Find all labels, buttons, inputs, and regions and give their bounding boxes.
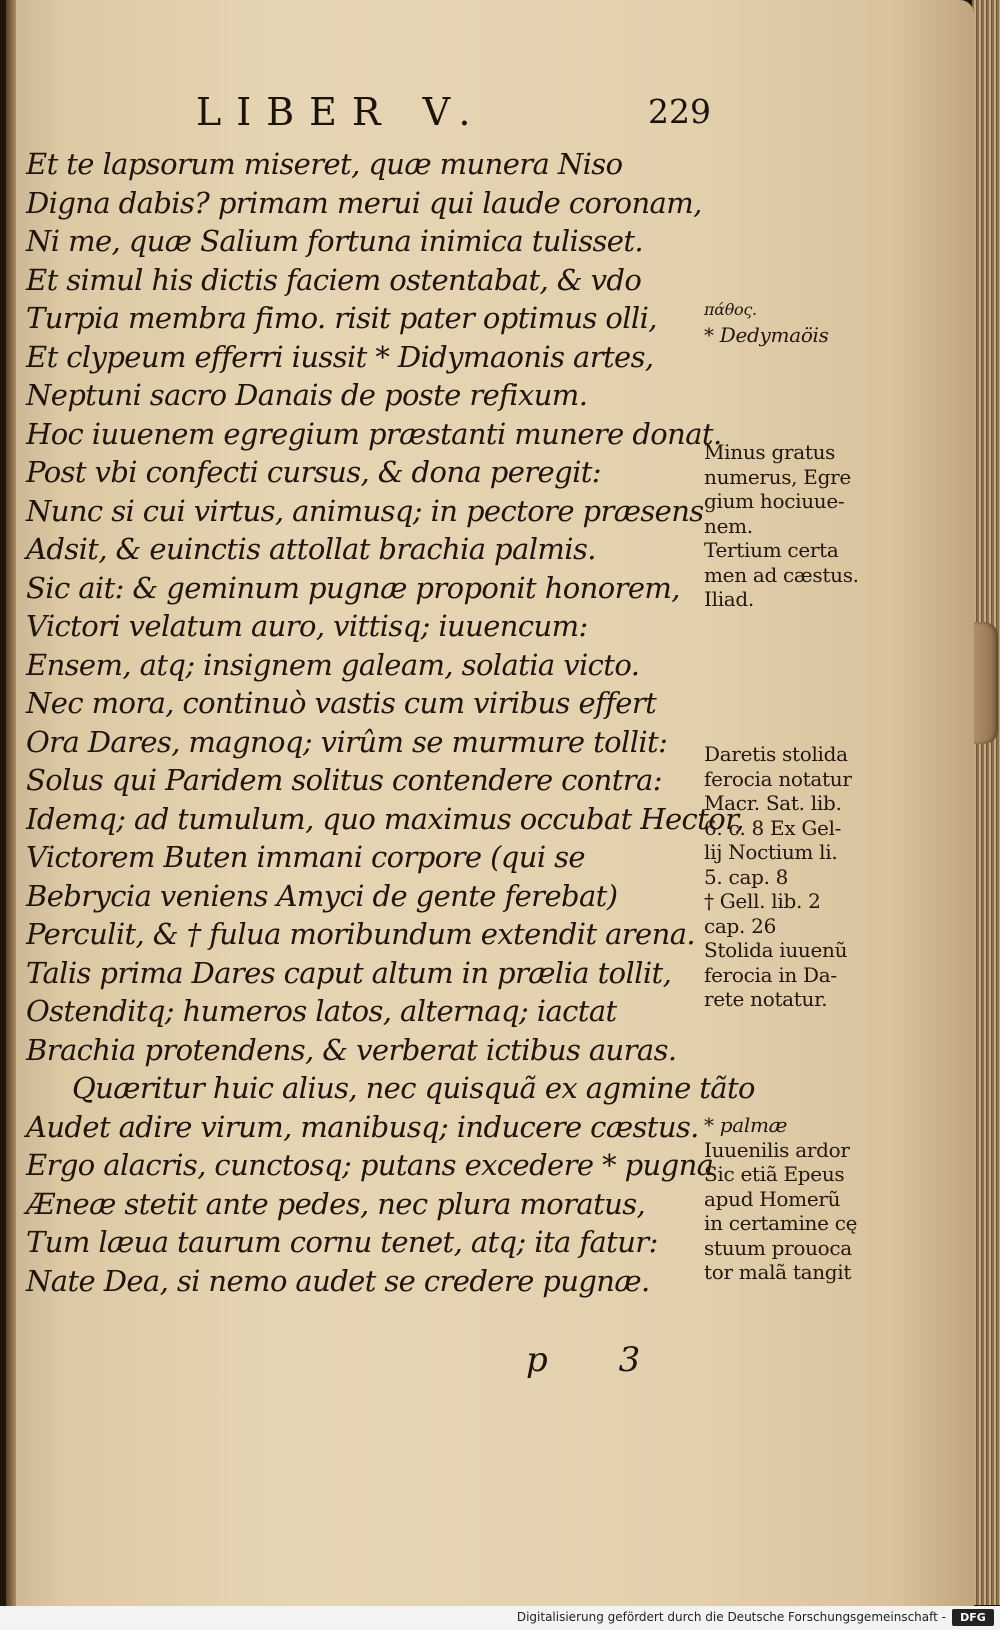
verse-line: Turpia membra fimo. risit pater optimus olli,: [26, 301, 657, 335]
verse-line: Neptuni sacro Danais de poste refixum.: [26, 378, 588, 412]
dfg-logo-icon: DFG: [952, 1609, 994, 1626]
note-line: Minus gratus: [704, 440, 836, 464]
page-header: [6, 90, 966, 140]
note-line: 6. c. 8 Ex Gel-: [704, 815, 842, 840]
note-line: 5. cap. 8: [704, 864, 789, 889]
book-page: [6, 0, 974, 1622]
note-line: * Dedymaöis: [704, 322, 829, 347]
page-number: 229: [648, 92, 711, 131]
verse-line: Nate Dea, si nemo audet se credere pugnæ.: [26, 1263, 650, 1298]
note-line: stuum prouoca: [704, 1235, 852, 1260]
verse-line: Et clypeum efferri iussit * Didymaonis artes,: [26, 339, 654, 374]
verse-line: Audet adire virum, manibusq; inducere cæstus.: [26, 1109, 699, 1144]
note-line: Stolida iuuenũ: [704, 938, 848, 962]
verse-line: Idemq; ad tumulum, quo maximus occubat Hector,: [26, 801, 744, 836]
verse-line: Solus qui Paridem solitus contendere contra:: [26, 763, 662, 797]
note-line: Tertium certa: [704, 538, 839, 562]
verse-line: Ni me, quæ Salium fortuna inimica tulisset.: [26, 224, 643, 258]
note-line: men ad cæstus.: [704, 562, 859, 587]
verse-line: Nec mora, continuò vastis cum viribus effert: [26, 686, 657, 720]
credit-text: Digitalisierung gefördert durch die Deutsche Forschungsgemeinschaft -: [516, 1610, 946, 1624]
note-line: apud Homerũ: [704, 1186, 841, 1211]
note-line: † Gell. lib. 2: [704, 889, 821, 913]
verse-line: Nunc si cui virtus, animusq; in pectore præsens: [26, 493, 704, 528]
verse-line: Ora Dares, magnoq; virûm se murmure tollit:: [26, 724, 668, 759]
note-line: Macr. Sat. lib.: [704, 791, 842, 815]
note-line: Iuuenilis ardor: [704, 1137, 850, 1162]
verse-line: Ostenditq; humeros latos, alternaq; iactat: [26, 994, 617, 1028]
note-line: Daretis stolida: [704, 742, 848, 766]
verse-line: Quæritur huic alius, nec quisquã ex agmine tãto: [72, 1071, 755, 1105]
note-line: πάθος.: [704, 300, 757, 319]
note-line: in certamine cę: [704, 1211, 858, 1235]
note-line: rete notatur.: [704, 987, 828, 1011]
signature-mark: p 3: [526, 1340, 671, 1380]
margin-note: [704, 1113, 864, 1285]
note-line: numerus, Egre: [704, 464, 851, 489]
note-line: nem.: [704, 513, 753, 538]
verse-line: Adsit, & euinctis attollat brachia palmis.: [26, 532, 596, 566]
verse-line: Et te lapsorum miseret, quæ munera Niso: [26, 147, 623, 181]
verse-line: Et simul his dictis faciem ostentabat, & vdo: [26, 262, 642, 297]
margin-note: [704, 742, 864, 1012]
book-page-edges: [972, 0, 1000, 1605]
verse-line: Victori velatum auro, vittisq; iuuencum:: [26, 609, 588, 643]
verse-line: Victorem Buten immani corpore (qui se: [26, 840, 585, 874]
note-line: Sic etiã Epeus: [704, 1162, 845, 1186]
note-line: cap. 26: [704, 913, 776, 938]
verse-line: Brachia protendens, & verberat ictibus auras.: [26, 1032, 677, 1067]
note-line: ferocia in Da-: [704, 962, 837, 987]
verse-line: Hoc iuuenem egregium præstanti munere donat.: [26, 416, 722, 451]
verse-line: Tum læua taurum cornu tenet, atq; ita fatur:: [26, 1225, 658, 1259]
note-line: gium hociuue-: [704, 489, 845, 513]
note-line: lij Noctium li.: [704, 840, 838, 864]
note-line: ferocia notatur: [704, 766, 852, 791]
running-head: LIBER V.: [196, 90, 486, 134]
verse-line: Ergo alacris, cunctosq; putans excedere * pugna: [26, 1148, 714, 1182]
verse-line: Sic ait: & geminum pugnæ proponit honorem,: [26, 570, 680, 605]
credit-bar: [0, 1606, 1000, 1630]
verse-line: Post vbi confecti cursus, & dona peregit:: [26, 455, 601, 489]
page-gutter: [6, 0, 16, 1622]
margin-note: [704, 440, 864, 612]
verse-line: Ensem, atq; insignem galeam, solatia victo.: [26, 647, 640, 682]
note-line: * palmæ: [704, 1113, 788, 1137]
verse-line: Talis prima Dares caput altum in prælia tollit,: [26, 955, 672, 990]
margin-note: [704, 298, 864, 347]
verse-line: Perculit, & † fulua moribundum extendit arena.: [26, 917, 696, 951]
note-line: tor malã tangit: [704, 1260, 852, 1284]
verse-line: Bebrycia veniens Amyci de gente ferebat): [26, 878, 618, 913]
verse-line: Digna dabis? primam merui qui laude coronam,: [26, 185, 702, 220]
note-line: Iliad.: [704, 587, 754, 611]
verse-line: Æneæ stetit ante pedes, nec plura moratus,: [26, 1186, 646, 1221]
